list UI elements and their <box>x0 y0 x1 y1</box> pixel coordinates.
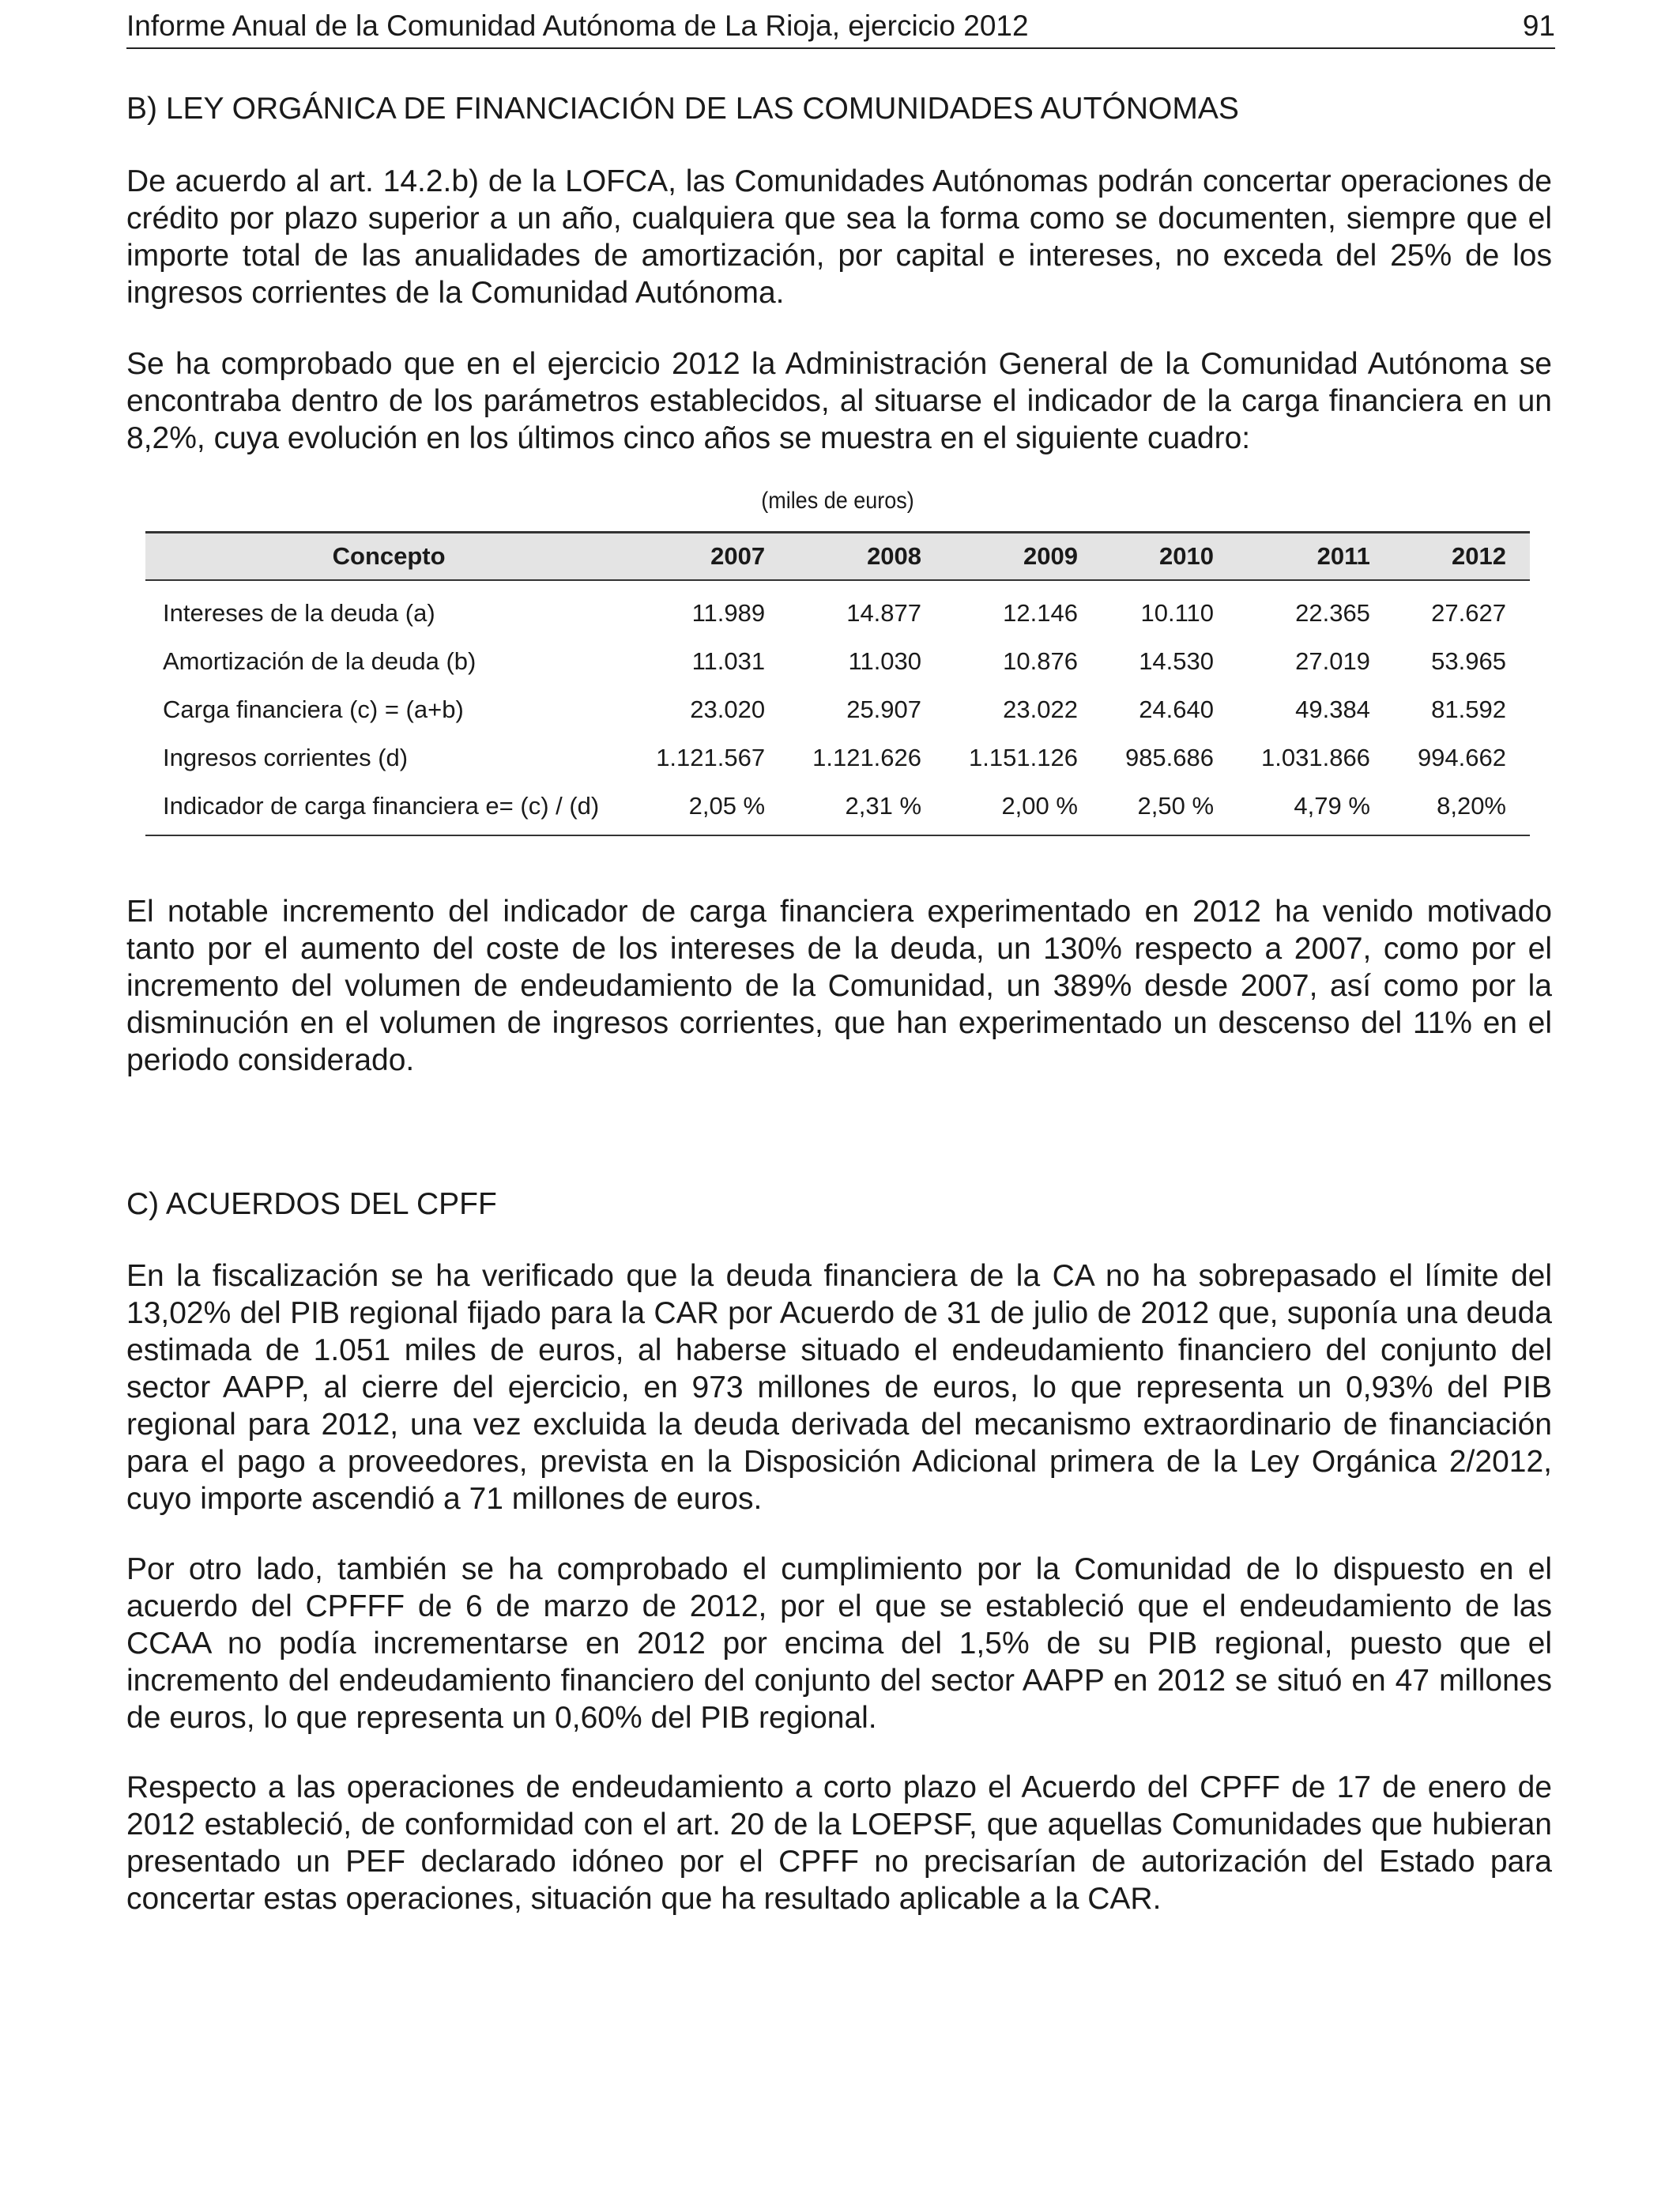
table-cell: 1.031.866 <box>1261 743 1370 771</box>
header-2009: 2009 <box>945 533 1102 581</box>
table-cell: 2,00 % <box>945 782 1102 835</box>
table-cell: 11.989 <box>691 598 766 627</box>
header-2007: 2007 <box>632 533 789 581</box>
table-cell: 23.020 <box>690 695 766 723</box>
table-cell: 27.019 <box>1295 647 1370 675</box>
table-cell: 25.907 <box>846 695 922 723</box>
table-cell: 994.662 <box>1417 743 1506 771</box>
table-row <box>145 733 1530 782</box>
table-cell: 1.151.126 <box>969 743 1078 771</box>
header-2010: 2010 <box>1102 533 1237 581</box>
table-cell: 4,79 % <box>1237 782 1394 835</box>
table-cell: 2,31 % <box>789 782 945 835</box>
header-2008: 2008 <box>789 533 945 581</box>
table-cell: 12.146 <box>1003 598 1078 627</box>
table-cell: 11.030 <box>848 647 922 675</box>
table-cell: 22.365 <box>1295 598 1370 627</box>
table-cell: 11.031 <box>691 647 766 675</box>
section-b-paragraph-1: De acuerdo al art. 14.2.b) de la LOFCA, las Comunidades Autónomas podrán concertar operaciones de crédito por plazo superior a un año, cualquiera que sea la forma como se documenten, siempre que el importe total de las anualidades de amortización, por capital e intereses, no exceda del 25% de los ingresos corrientes de la Comunidad Autónoma. <box>126 164 1552 310</box>
table-cell: 53.965 <box>1431 647 1506 675</box>
page-number: 91 <box>1522 9 1555 42</box>
table-cell: 1.121.626 <box>812 743 922 771</box>
table-unit-note: (miles de euros) <box>761 488 914 514</box>
page-header <box>126 8 1555 49</box>
table-cell: 27.627 <box>1431 598 1506 627</box>
row-concept: Indicador de carga financiera e= (c) / (d) <box>145 782 632 835</box>
header-2011: 2011 <box>1237 533 1394 581</box>
section-c-heading: C) ACUERDOS DEL CPFF <box>126 1187 497 1221</box>
row-concept: Ingresos corrientes (d) <box>163 743 409 771</box>
row-concept: Amortización de la deuda (b) <box>163 647 477 675</box>
section-c-paragraph-3: Respecto a las operaciones de endeudamiento a corto plazo el Acuerdo del CPFF de 17 de enero de 2012 estableció, de conformidad con el art. 20 de la LOEPSF, que aquellas Comunidades que hubieran presentado un PEF declarado idóneo por el CPFF no precisarían de autorización del Estado para concertar estas operaciones, situación que ha resultado aplicable a la CAR. <box>126 1770 1552 1916</box>
table-cell: 24.640 <box>1139 695 1215 723</box>
table-row <box>145 580 1530 637</box>
header-concept: Concepto <box>145 533 632 581</box>
row-concept: Intereses de la deuda (a) <box>163 598 435 627</box>
table-cell: 81.592 <box>1431 695 1506 723</box>
section-c-paragraph-1: En la fiscalización se ha verificado que la deuda financiera de la CA no ha sobrepasado el límite del 13,02% del PIB regional fijado para la CAR por Acuerdo de 31 de julio de 2012 que, suponía una deuda estimada de 1.051 miles de euros, al haberse situado el endeudamiento financiero del conjunto del sector AAPP, al cierre del ejercicio, en 973 millones de euros, lo que representa un 0,93% del PIB regional para 2012, una vez excluida la deuda derivada del mecanismo extraordinario de financiación para el pago a proveedores, prevista en la Disposición Adicional primera de la Ley Orgánica 2/2012, cuyo importe ascendió a 71 millones de euros. <box>126 1259 1552 1516</box>
table-cell: 14.877 <box>846 598 922 627</box>
table-cell: 10.110 <box>1140 598 1215 627</box>
section-c-paragraph-2: Por otro lado, también se ha comprobado el cumplimiento por la Comunidad de lo dispuesto en el acuerdo del CPFFF de 6 de marzo de 2012, por el que se estableció que el endeudamiento de las CCAA no podía incrementarse en 2012 por encima del 1,5% de su PIB regional, puesto que el incremento del endeudamiento financiero del conjunto del sector AAPP en 2012 se situó en 47 millones de euros, lo que representa un 0,60% del PIB regional. <box>126 1552 1552 1735</box>
table-row <box>145 782 1530 835</box>
table-cell: 1.121.567 <box>656 743 766 771</box>
table-cell: 49.384 <box>1295 695 1370 723</box>
table-cell: 2,50 % <box>1102 782 1237 835</box>
table-row <box>145 685 1530 733</box>
table-cell: 10.876 <box>1003 647 1078 675</box>
table-cell: 23.022 <box>1003 695 1078 723</box>
header-2012: 2012 <box>1394 533 1530 581</box>
financial-burden-table <box>145 531 1530 836</box>
report-title: Informe Anual de la Comunidad Autónoma de La Rioja, ejercicio 2012 <box>126 9 1029 42</box>
table-header-row <box>145 533 1530 581</box>
table-cell: 985.686 <box>1124 743 1215 771</box>
row-concept: Carga financiera (c) = (a+b) <box>163 695 464 723</box>
section-b-paragraph-3: El notable incremento del indicador de carga financiera experimentado en 2012 ha venido motivado tanto por el aumento del coste de los intereses de la deuda, un 130% respecto a 2007, como por el incremento del volumen de endeudamiento de la Comunidad, un 389% desde 2007, así como por la disminución en el volumen de ingresos corrientes, que han experimentado un descenso del 11% en el periodo considerado. <box>126 895 1552 1077</box>
section-b-paragraph-2: Se ha comprobado que en el ejercicio 2012 la Administración General de la Comunidad Autónoma se encontraba dentro de los parámetros establecidos, al situarse el indicador de la carga financiera en un 8,2%, cuya evolución en los últimos cinco años se muestra en el siguiente cuadro: <box>126 347 1552 455</box>
table-cell: 2,05 % <box>632 782 789 835</box>
table-row <box>145 637 1530 685</box>
section-b-heading: B) LEY ORGÁNICA DE FINANCIACIÓN DE LAS COMUNIDADES AUTÓNOMAS <box>126 92 1239 126</box>
table-cell: 8,20% <box>1394 782 1530 835</box>
table-cell: 14.530 <box>1139 647 1215 675</box>
